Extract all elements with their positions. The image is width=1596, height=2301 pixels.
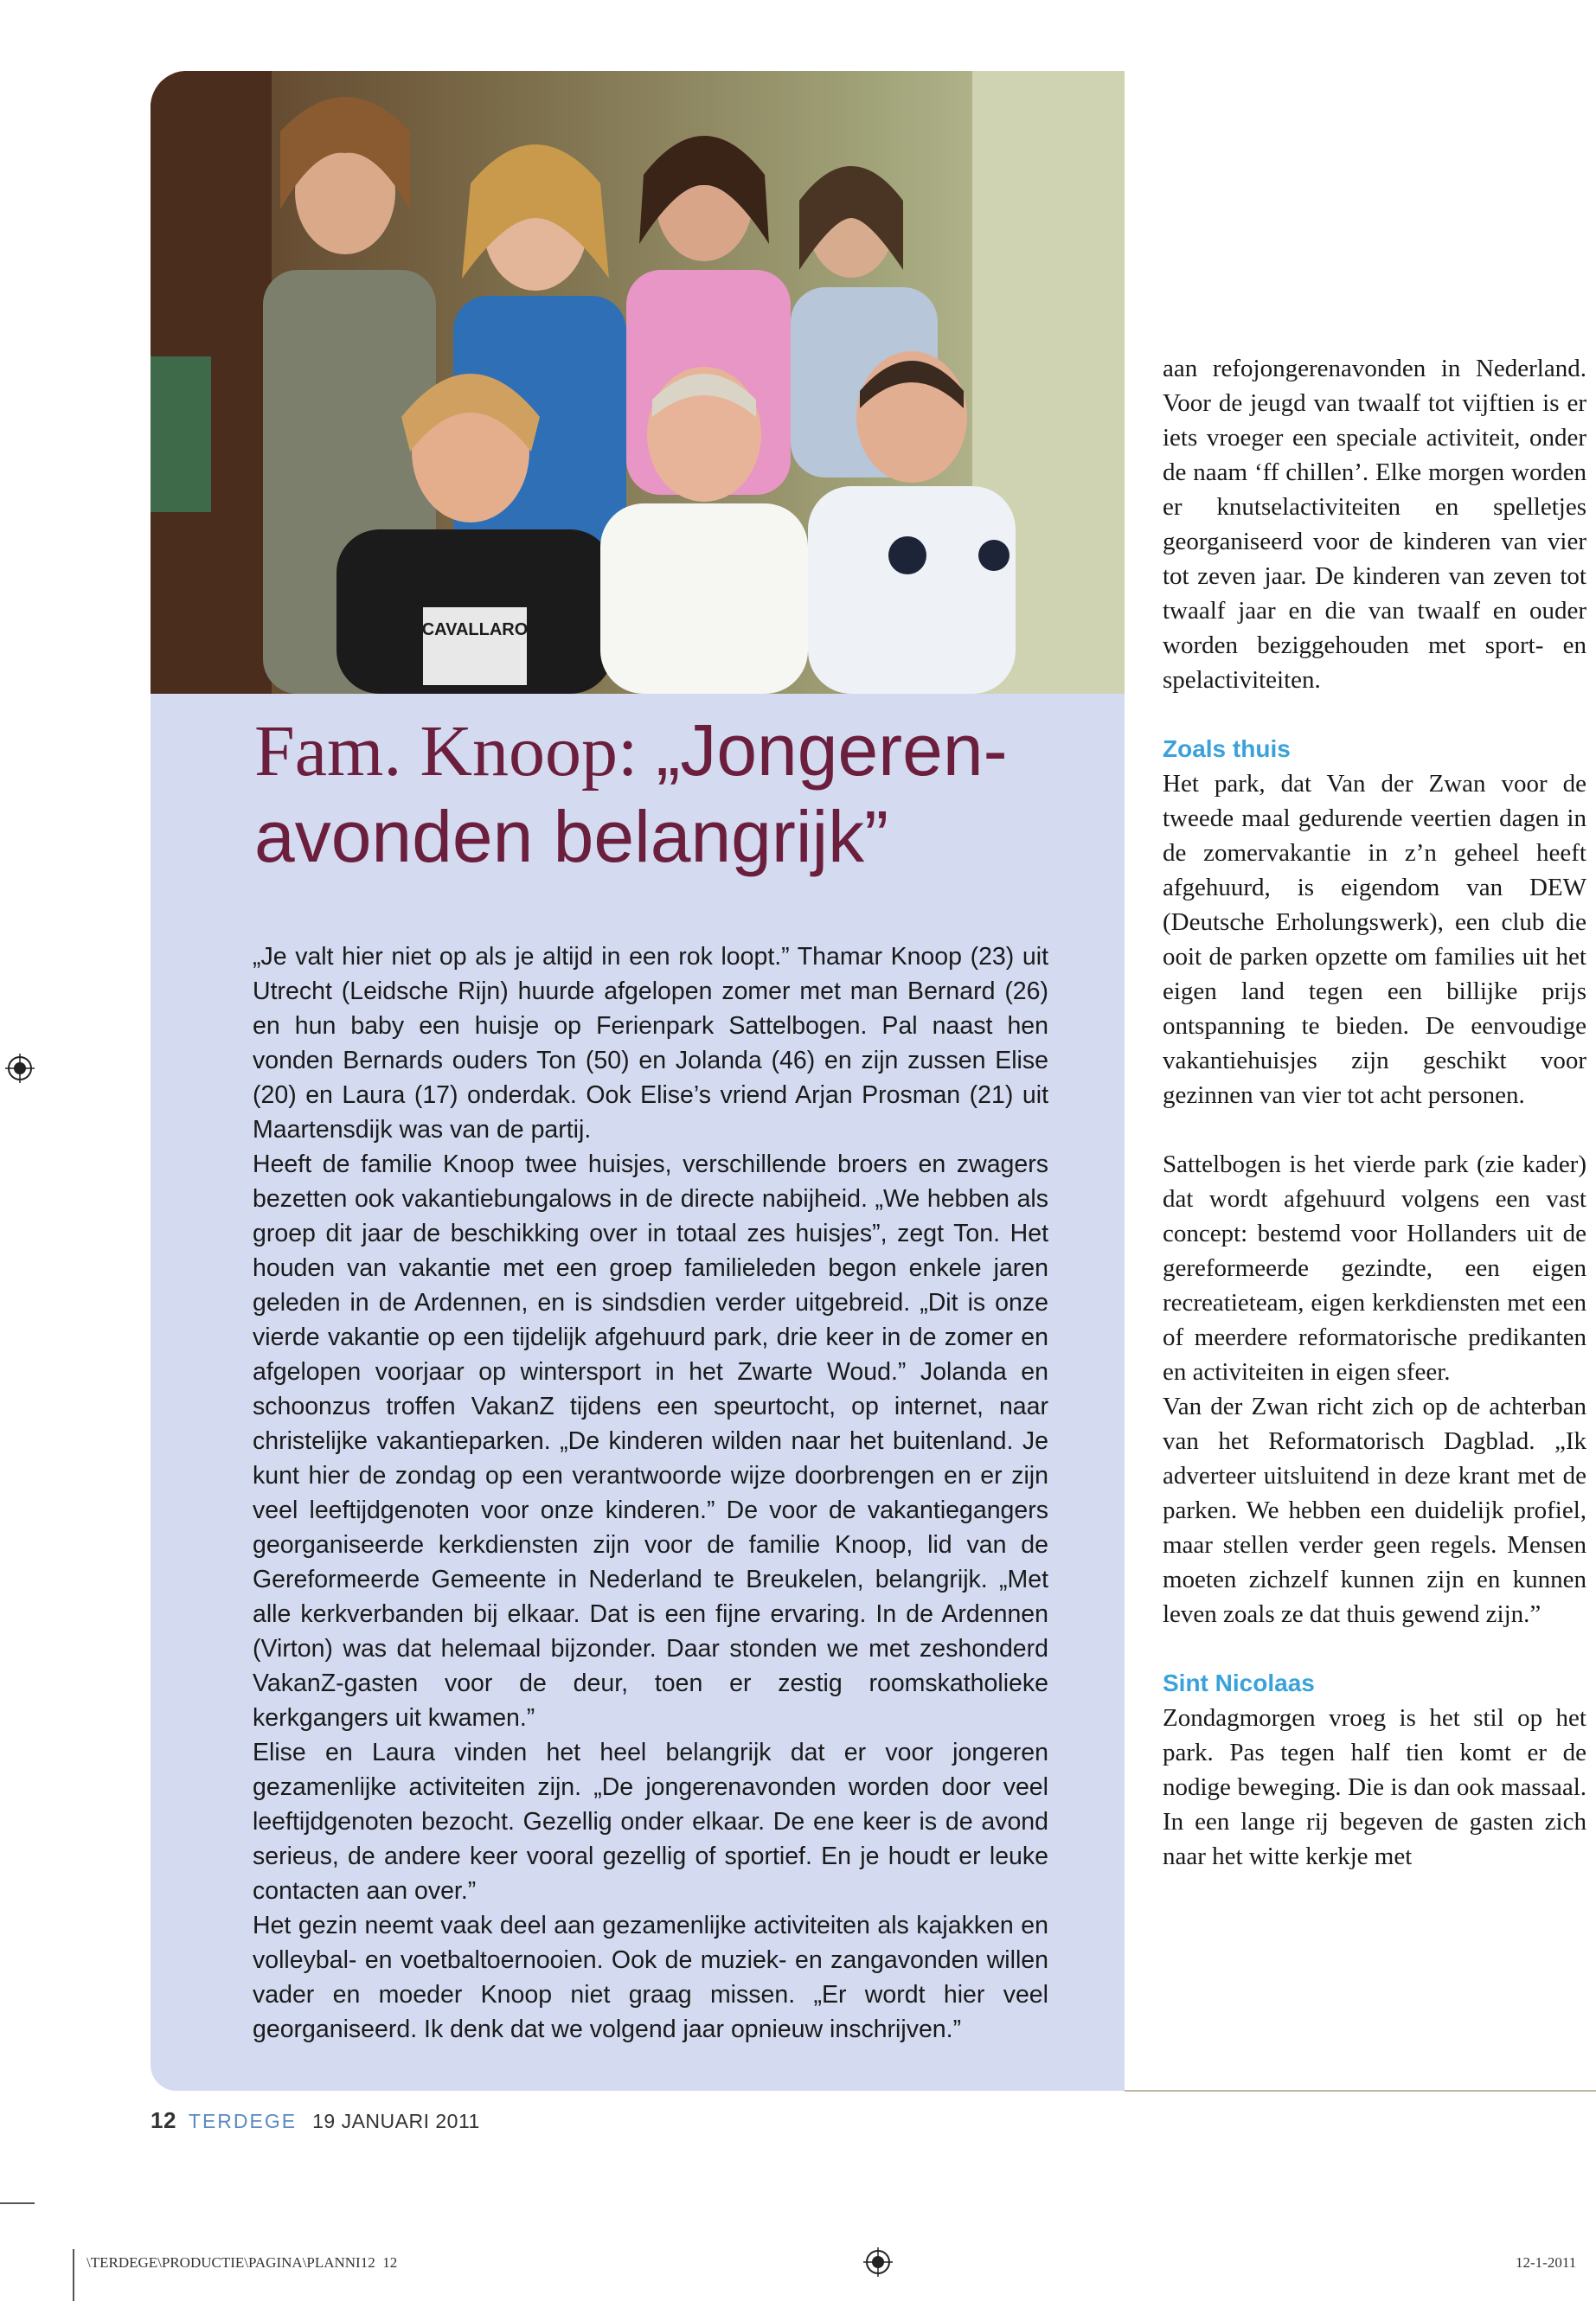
article-headline [254, 708, 1119, 881]
magazine-name: TERDEGE [188, 2110, 298, 2132]
body-paragraph: „Je valt hier niet op als je altijd in een rok loopt.” Thamar Knoop (23) uit Utrecht (Leidsche Rijn) huurde afgelopen zomer met man Bernard (26) en hun baby een huisje op Ferienpark Sattelbogen. Pal naast hen vonden Bernards ouders Ton (50) en Jolanda (46) en zijn zussen Elise (20) en Laura (17) onderdak. Ook Elise’s vriend Arjan Prosman (21) uit Maartensdijk was van de partij. [253, 943, 1048, 1144]
article-panel [151, 71, 1125, 2091]
subhead-sint-nicolaas: Sint Nicolaas [1163, 1670, 1315, 1696]
body-paragraph: Het gezin neemt vaak deel aan gezamenlijke activiteiten als kajakken en volleybal- en voetbaltoernooien. Ook de muziek- en zangavonden willen vader en moeder Knoop niet graag missen. „Er wordt hier veel georganiseerd. Ik denk dat we volgend jaar opnieuw inschrijven.” [253, 1912, 1048, 2043]
right-paragraph: Zondagmorgen vroeg is het stil op het park. Pas tegen half tien komt er de nodige beweging. Die is dan ook massaal. In een lange rij begeven de gasten zich naar het witte kerkje met [1163, 1704, 1586, 1870]
headline-name: Fam. Knoop: [254, 711, 638, 792]
headline-quote-line1: „Jongeren- [656, 709, 1008, 791]
crop-mark [0, 2202, 35, 2204]
right-column [1163, 351, 1586, 1874]
registration-mark-bottom [863, 2247, 893, 2277]
article-body [253, 939, 1048, 2047]
body-paragraph: Heeft de familie Knoop twee huisjes, verschillende broers en zwagers bezetten ook vakantiebungalows in de directe nabijheid. „We hebben als groep dit jaar de beschikking over in totaal zes huisjes”, zegt Ton. Het houden van vakantie met een groep familieleden begon enkele jaren geleden in de Ardennen, en is sindsdien verder uitgebreid. „Dit is onze vierde vakantie op een tijdelijk afgehuurd park, drie keer in de zomer en afgelopen voorjaar op wintersport in het Zwarte Woud.” Jolanda en schoonzus troffen VakanZ tijdens een speurtocht, op internet, naar christelijke vakantieparken. „De kinderen wilden naar het buitenland. Je kunt hier de zondag op een verantwoorde wijze doorbrengen en er zijn veel leeftijdgenoten voor onze kinderen.” De voor de vakantiegangers georganiseerde kerkdiensten zijn voor de familie Knoop, lid van de Gereformeerde Gemeente in Nederland te Breukelen, belangrijk. „Met alle kerkverbanden bij elkaar. Dat is een fijne ervaring. In de Ardennen (Virton) was dat helemaal bijzonder. Daar stonden we met zeshonderd VakanZ-gasten voor de deur, toen er zestig roomskatholieke kerkgangers uit kwamen.” [253, 1150, 1048, 1732]
right-paragraph: Sattelbogen is het vierde park (zie kader) dat wordt afgehuurd volgens een vast concept: bestemd voor Hollanders uit de gereformeerde gezindte, een eigen recreatieteam, eigen kerkdiensten met een of meerdere reformatorische predikanten en activiteiten in eigen sfeer. [1163, 1150, 1586, 1386]
slug-path [87, 2254, 397, 2272]
headline-quote-line2: avonden belangrijk” [254, 796, 889, 877]
folio [151, 2107, 480, 2134]
bottom-rule [1125, 2090, 1596, 2092]
right-paragraph: Het park, dat Van der Zwan voor de tweede maal gedurende veertien dagen in de zomervakantie in z’n geheel heeft afgehuurd, is eigendom van DEW (Deutsche Erholungswerk), een club die ooit de parken opzette om families uit het eigen land tegen een billijke prijs ontspanning te bieden. De eenvoudige vakantiehuisjes zijn geschikt voor gezinnen van vier tot acht personen. [1163, 770, 1586, 1109]
right-intro: aan refojongerenavonden in Nederland. Voor de jeugd van twaalf tot vijftien is er iets vroeger een speciale activiteit, onder de naam ‘ff chillen’. Elke morgen worden er knutselactiviteiten en spelletjes georganiseerd voor de kinderen van vier tot zeven jaar. De kinderen van zeven tot twaalf jaar en die van twaalf en ouder worden beziggehouden met sport- en spelactiviteiten. [1163, 355, 1586, 694]
page-number: 12 [151, 2107, 176, 2133]
issue-date: 19 JANUARI 2011 [312, 2110, 480, 2132]
family-photo [151, 71, 1125, 694]
slug-page: 12 [382, 2254, 398, 2271]
registration-mark-left [5, 1054, 35, 1083]
slug-date: 12-1-2011 [1516, 2254, 1577, 2271]
shirt-print: CAVALLARO [421, 620, 529, 639]
crop-mark [73, 2249, 74, 2301]
right-paragraph: Van der Zwan richt zich op de achterban van het Reformatorisch Dagblad. „Ik adverteer uitsluitend in deze krant met de parken. We hebben een duidelijk profiel, maar stellen verder geen regels. Mensen moeten zichzelf kunnen zijn en kunnen leven zoals ze dat thuis gewend zijn.” [1163, 1393, 1586, 1628]
slug-path-text: \TERDEGE\PRODUCTIE\PAGINA\PLANNI12 [87, 2254, 375, 2271]
body-paragraph: Elise en Laura vinden het heel belangrijk dat er voor jongeren gezamenlijke activiteiten zijn. „De jongerenavonden worden door veel leeftijdgenoten bezocht. Gezellig onder elkaar. De ene keer is de avond serieus, de andere keer vooral gezellig of sportief. En je houdt er leuke contacten aan over.” [253, 1739, 1048, 1905]
subhead-zoals-thuis: Zoals thuis [1163, 735, 1291, 762]
